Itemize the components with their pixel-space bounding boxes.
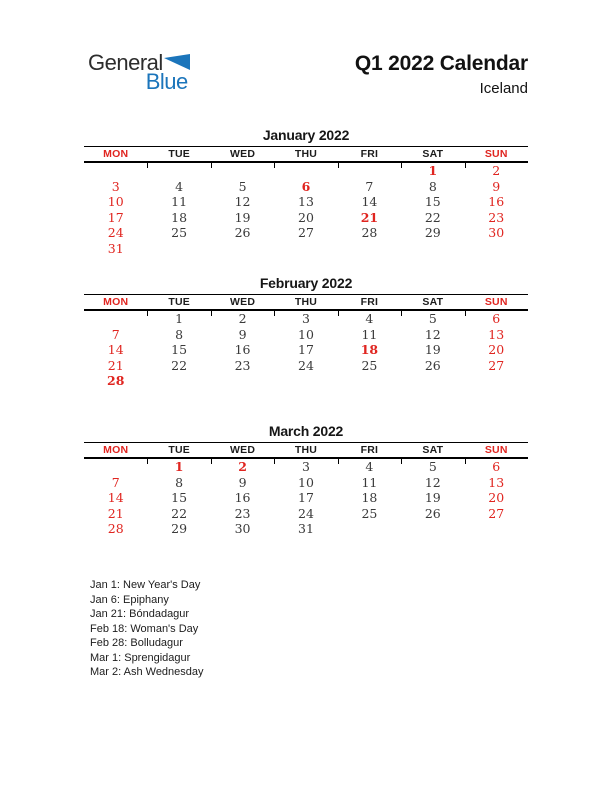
calendar-day: 22 <box>171 505 188 521</box>
calendar-day: 10 <box>107 194 124 210</box>
calendar-day: 2 <box>238 311 247 327</box>
calendar-day: 25 <box>361 357 378 373</box>
holiday-list <box>90 578 528 680</box>
weekday-sat: SAT <box>422 444 444 457</box>
calendar-day: 24 <box>298 357 314 373</box>
column-tick <box>401 311 402 316</box>
calendar-day: 23 <box>488 209 505 225</box>
page-subtitle: Iceland <box>479 80 528 98</box>
calendar-day: 22 <box>171 357 188 373</box>
column-tick <box>401 163 402 168</box>
week-row <box>84 225 528 241</box>
column-tick <box>211 459 212 464</box>
month-title: January 2022 <box>262 127 350 144</box>
week-row <box>84 194 528 210</box>
week-row <box>84 490 528 506</box>
column-tick <box>147 311 148 316</box>
calendar-day: 9 <box>238 474 247 490</box>
calendar-day: 1 <box>428 163 438 179</box>
calendar-day: 13 <box>488 474 505 490</box>
column-tick <box>274 459 275 464</box>
weekday-tue: TUE <box>168 296 190 309</box>
calendar-day: 7 <box>111 326 120 342</box>
calendar-day: 9 <box>238 326 247 342</box>
calendar-day: 28 <box>107 373 125 389</box>
calendar-day: 23 <box>234 505 251 521</box>
calendar-day: 28 <box>107 521 124 537</box>
week-row <box>84 163 528 179</box>
calendar-day: 7 <box>111 474 120 490</box>
calendar-day: 11 <box>361 326 378 342</box>
week-row <box>84 506 528 522</box>
week-row <box>84 373 528 389</box>
column-tick <box>211 311 212 316</box>
week-row <box>84 179 528 195</box>
month-february-2022 <box>84 275 528 423</box>
calendar-day: 18 <box>360 342 379 358</box>
calendar-day: 12 <box>234 194 251 210</box>
calendar-day: 10 <box>298 474 314 490</box>
calendar-day: 13 <box>488 326 505 342</box>
calendar-day: 10 <box>298 326 314 342</box>
calendar-day: 15 <box>171 342 188 358</box>
calendar-day: 24 <box>107 225 124 241</box>
week-row <box>84 327 528 343</box>
column-tick <box>338 311 339 316</box>
column-tick <box>274 311 275 316</box>
calendar-day: 8 <box>175 474 184 490</box>
calendar-day: 16 <box>234 490 251 506</box>
weekday-wed: WED <box>230 148 256 161</box>
weekday-tue: TUE <box>168 148 190 161</box>
column-tick <box>211 163 212 168</box>
calendar-day: 21 <box>107 357 124 373</box>
logo-text-general: General <box>88 50 163 75</box>
calendar-day: 1 <box>174 459 184 475</box>
week-row <box>84 521 528 537</box>
calendar-day: 21 <box>107 505 124 521</box>
holiday-item: Feb 18: Woman's Day <box>90 622 199 635</box>
calendar-day: 30 <box>234 521 251 537</box>
holiday-item: Mar 2: Ash Wednesday <box>90 666 204 679</box>
calendar-day: 13 <box>298 194 314 210</box>
weekday-mon: MON <box>103 444 129 457</box>
calendar-day: 17 <box>298 490 314 506</box>
calendar-day: 5 <box>428 459 437 475</box>
calendar-day: 27 <box>298 225 314 241</box>
weekday-thu: THU <box>294 148 318 161</box>
calendar-day: 3 <box>302 459 310 475</box>
calendar-day: 9 <box>492 178 501 194</box>
calendar-day: 23 <box>234 357 251 373</box>
calendar-day: 27 <box>488 505 505 521</box>
month-title: March 2022 <box>268 423 344 440</box>
calendar-day: 5 <box>238 178 247 194</box>
holiday-item: Jan 6: Epiphany <box>90 593 169 606</box>
weekday-sun: SUN <box>484 148 508 161</box>
calendar-day: 26 <box>424 357 441 373</box>
column-tick <box>338 163 339 168</box>
weekday-mon: MON <box>103 148 129 161</box>
calendar-day: 7 <box>365 178 374 194</box>
column-tick <box>465 459 466 464</box>
weekday-sun: SUN <box>484 444 508 457</box>
weekday-mon: MON <box>103 296 129 309</box>
calendar-day: 21 <box>360 209 379 225</box>
calendar-day: 4 <box>365 311 374 327</box>
calendar-day: 20 <box>298 209 314 225</box>
column-tick <box>465 311 466 316</box>
calendar-day: 3 <box>111 178 120 194</box>
weekday-wed: WED <box>230 444 256 457</box>
calendar-day: 3 <box>302 311 310 327</box>
calendar-day: 31 <box>107 240 124 256</box>
calendar-day: 30 <box>488 225 505 241</box>
column-tick <box>338 459 339 464</box>
column-tick <box>147 459 148 464</box>
weekday-sat: SAT <box>422 296 444 309</box>
week-row <box>84 342 528 358</box>
calendar-day: 6 <box>301 178 311 194</box>
month-title: February 2022 <box>259 275 353 292</box>
calendar-day: 29 <box>171 521 188 537</box>
calendar-day: 2 <box>238 459 247 475</box>
calendar-day: 18 <box>171 209 188 225</box>
calendar-day: 27 <box>488 357 505 373</box>
week-row <box>84 241 528 257</box>
week-row <box>84 358 528 374</box>
calendar-day: 24 <box>298 505 314 521</box>
calendar-day: 19 <box>234 209 251 225</box>
calendar-day: 26 <box>234 225 251 241</box>
weekday-fri: FRI <box>360 444 379 457</box>
calendar-day: 8 <box>428 178 437 194</box>
calendar-day: 28 <box>361 225 378 241</box>
weekday-wed: WED <box>230 296 256 309</box>
calendar-day: 12 <box>424 326 441 342</box>
calendar-day: 22 <box>424 209 441 225</box>
calendar-day: 25 <box>171 225 188 241</box>
holiday-item: Jan 21: Bóndadagur <box>90 608 190 621</box>
weekday-header-row <box>84 294 528 311</box>
weekday-fri: FRI <box>360 148 379 161</box>
calendar-day: 14 <box>361 194 378 210</box>
weekday-fri: FRI <box>360 296 379 309</box>
logo-text-blue: Blue <box>145 69 188 94</box>
calendar-day: 6 <box>492 459 501 475</box>
calendar-day: 20 <box>488 342 505 358</box>
week-row <box>84 459 528 475</box>
column-tick <box>147 163 148 168</box>
column-tick <box>401 459 402 464</box>
calendar-day: 11 <box>171 194 188 210</box>
calendar-day: 19 <box>424 342 441 358</box>
page-title: Q1 2022 Calendar <box>354 52 528 75</box>
calendar-day: 6 <box>492 311 501 327</box>
holiday-item: Jan 1: New Year's Day <box>90 579 201 592</box>
column-tick <box>274 163 275 168</box>
holiday-item: Feb 28: Bolludagur <box>90 637 183 650</box>
calendar-day: 15 <box>171 490 188 506</box>
title-block <box>355 52 528 97</box>
weekday-header-row <box>84 146 528 163</box>
weekday-thu: THU <box>294 296 318 309</box>
calendar-day: 17 <box>298 342 314 358</box>
column-tick <box>465 163 466 168</box>
weekday-sun: SUN <box>484 296 508 309</box>
calendar-day: 25 <box>361 505 378 521</box>
calendar-day: 20 <box>488 490 505 506</box>
calendar-day: 14 <box>107 490 124 506</box>
weekday-tue: TUE <box>168 444 190 457</box>
calendar-day: 31 <box>298 521 314 537</box>
week-row <box>84 311 528 327</box>
calendar-day: 16 <box>234 342 251 358</box>
calendar-day: 29 <box>424 225 441 241</box>
weekday-header-row <box>84 442 528 459</box>
calendar-day: 26 <box>424 505 441 521</box>
calendar-day: 19 <box>424 490 441 506</box>
calendar-months <box>84 127 528 571</box>
general-blue-logo <box>88 52 190 93</box>
calendar-day: 11 <box>361 474 378 490</box>
calendar-day: 4 <box>365 459 374 475</box>
calendar-day: 5 <box>428 311 437 327</box>
calendar-day: 8 <box>175 326 184 342</box>
month-january-2022 <box>84 127 528 275</box>
weekday-sat: SAT <box>422 148 444 161</box>
calendar-day: 17 <box>107 209 124 225</box>
calendar-day: 15 <box>424 194 441 210</box>
calendar-day: 2 <box>492 163 501 179</box>
weekday-thu: THU <box>294 444 318 457</box>
calendar-day: 12 <box>424 474 441 490</box>
month-march-2022 <box>84 423 528 571</box>
calendar-day: 16 <box>488 194 505 210</box>
page-header <box>0 0 612 97</box>
week-row <box>84 475 528 491</box>
week-row <box>84 210 528 226</box>
calendar-day: 1 <box>175 311 184 327</box>
calendar-day: 18 <box>361 490 378 506</box>
holiday-item: Mar 1: Sprengidagur <box>90 651 191 664</box>
calendar-day: 4 <box>175 178 184 194</box>
calendar-day: 14 <box>107 342 124 358</box>
